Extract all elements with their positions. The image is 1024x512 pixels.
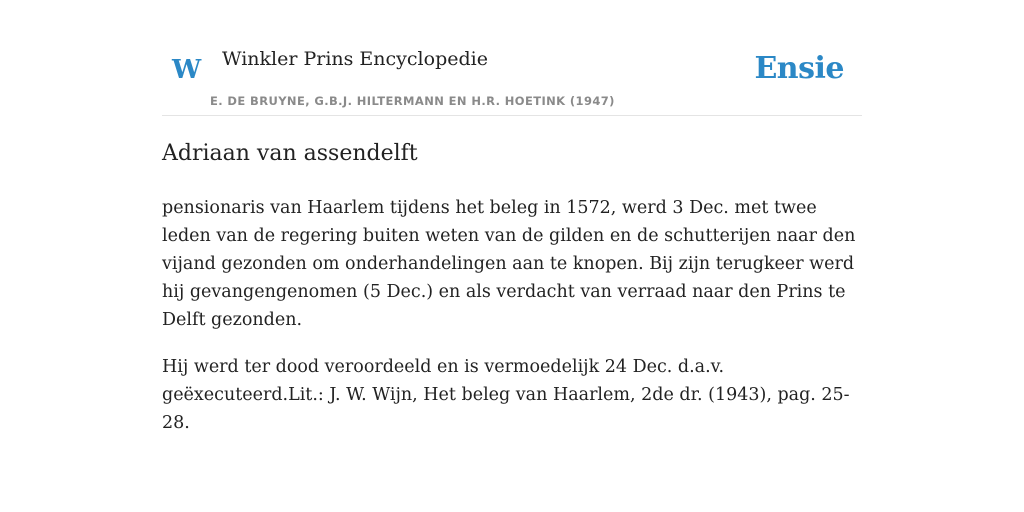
article-title: Adriaan van assendelft	[162, 141, 418, 166]
ensie-brand-logo[interactable]: Ensie	[754, 51, 844, 86]
encyclopedia-title[interactable]: Winkler Prins Encyclopedie	[222, 48, 488, 70]
encyclopedia-logo[interactable]: W	[172, 55, 202, 85]
article	[162, 138, 868, 456]
article-paragraph: Hij werd ter dood veroordeeld en is vermoedelijk 24 Dec. d.a.v. geëxecuteerd.Lit.: J. W. Wijn, Het beleg van Haarlem, 2de dr. (1943), pag. 25-28.	[162, 357, 850, 433]
encyclopedia-authors: E. DE BRUYNE, G.B.J. HILTERMANN EN H.R. HOETINK (1947)	[210, 94, 615, 108]
article-paragraph: pensionaris van Haarlem tijdens het beleg in 1572, werd 3 Dec. met twee leden van de regering buiten weten van de gilden en de schutterijen naar den vijand gezonden om onderhandelingen aan te knopen. Bij zijn terugkeer werd hij gevangengenomen (5 Dec.) en als verdacht van verraad naar den Prins te Delft gezonden.	[162, 198, 856, 330]
encyclopedia-header	[162, 38, 862, 116]
